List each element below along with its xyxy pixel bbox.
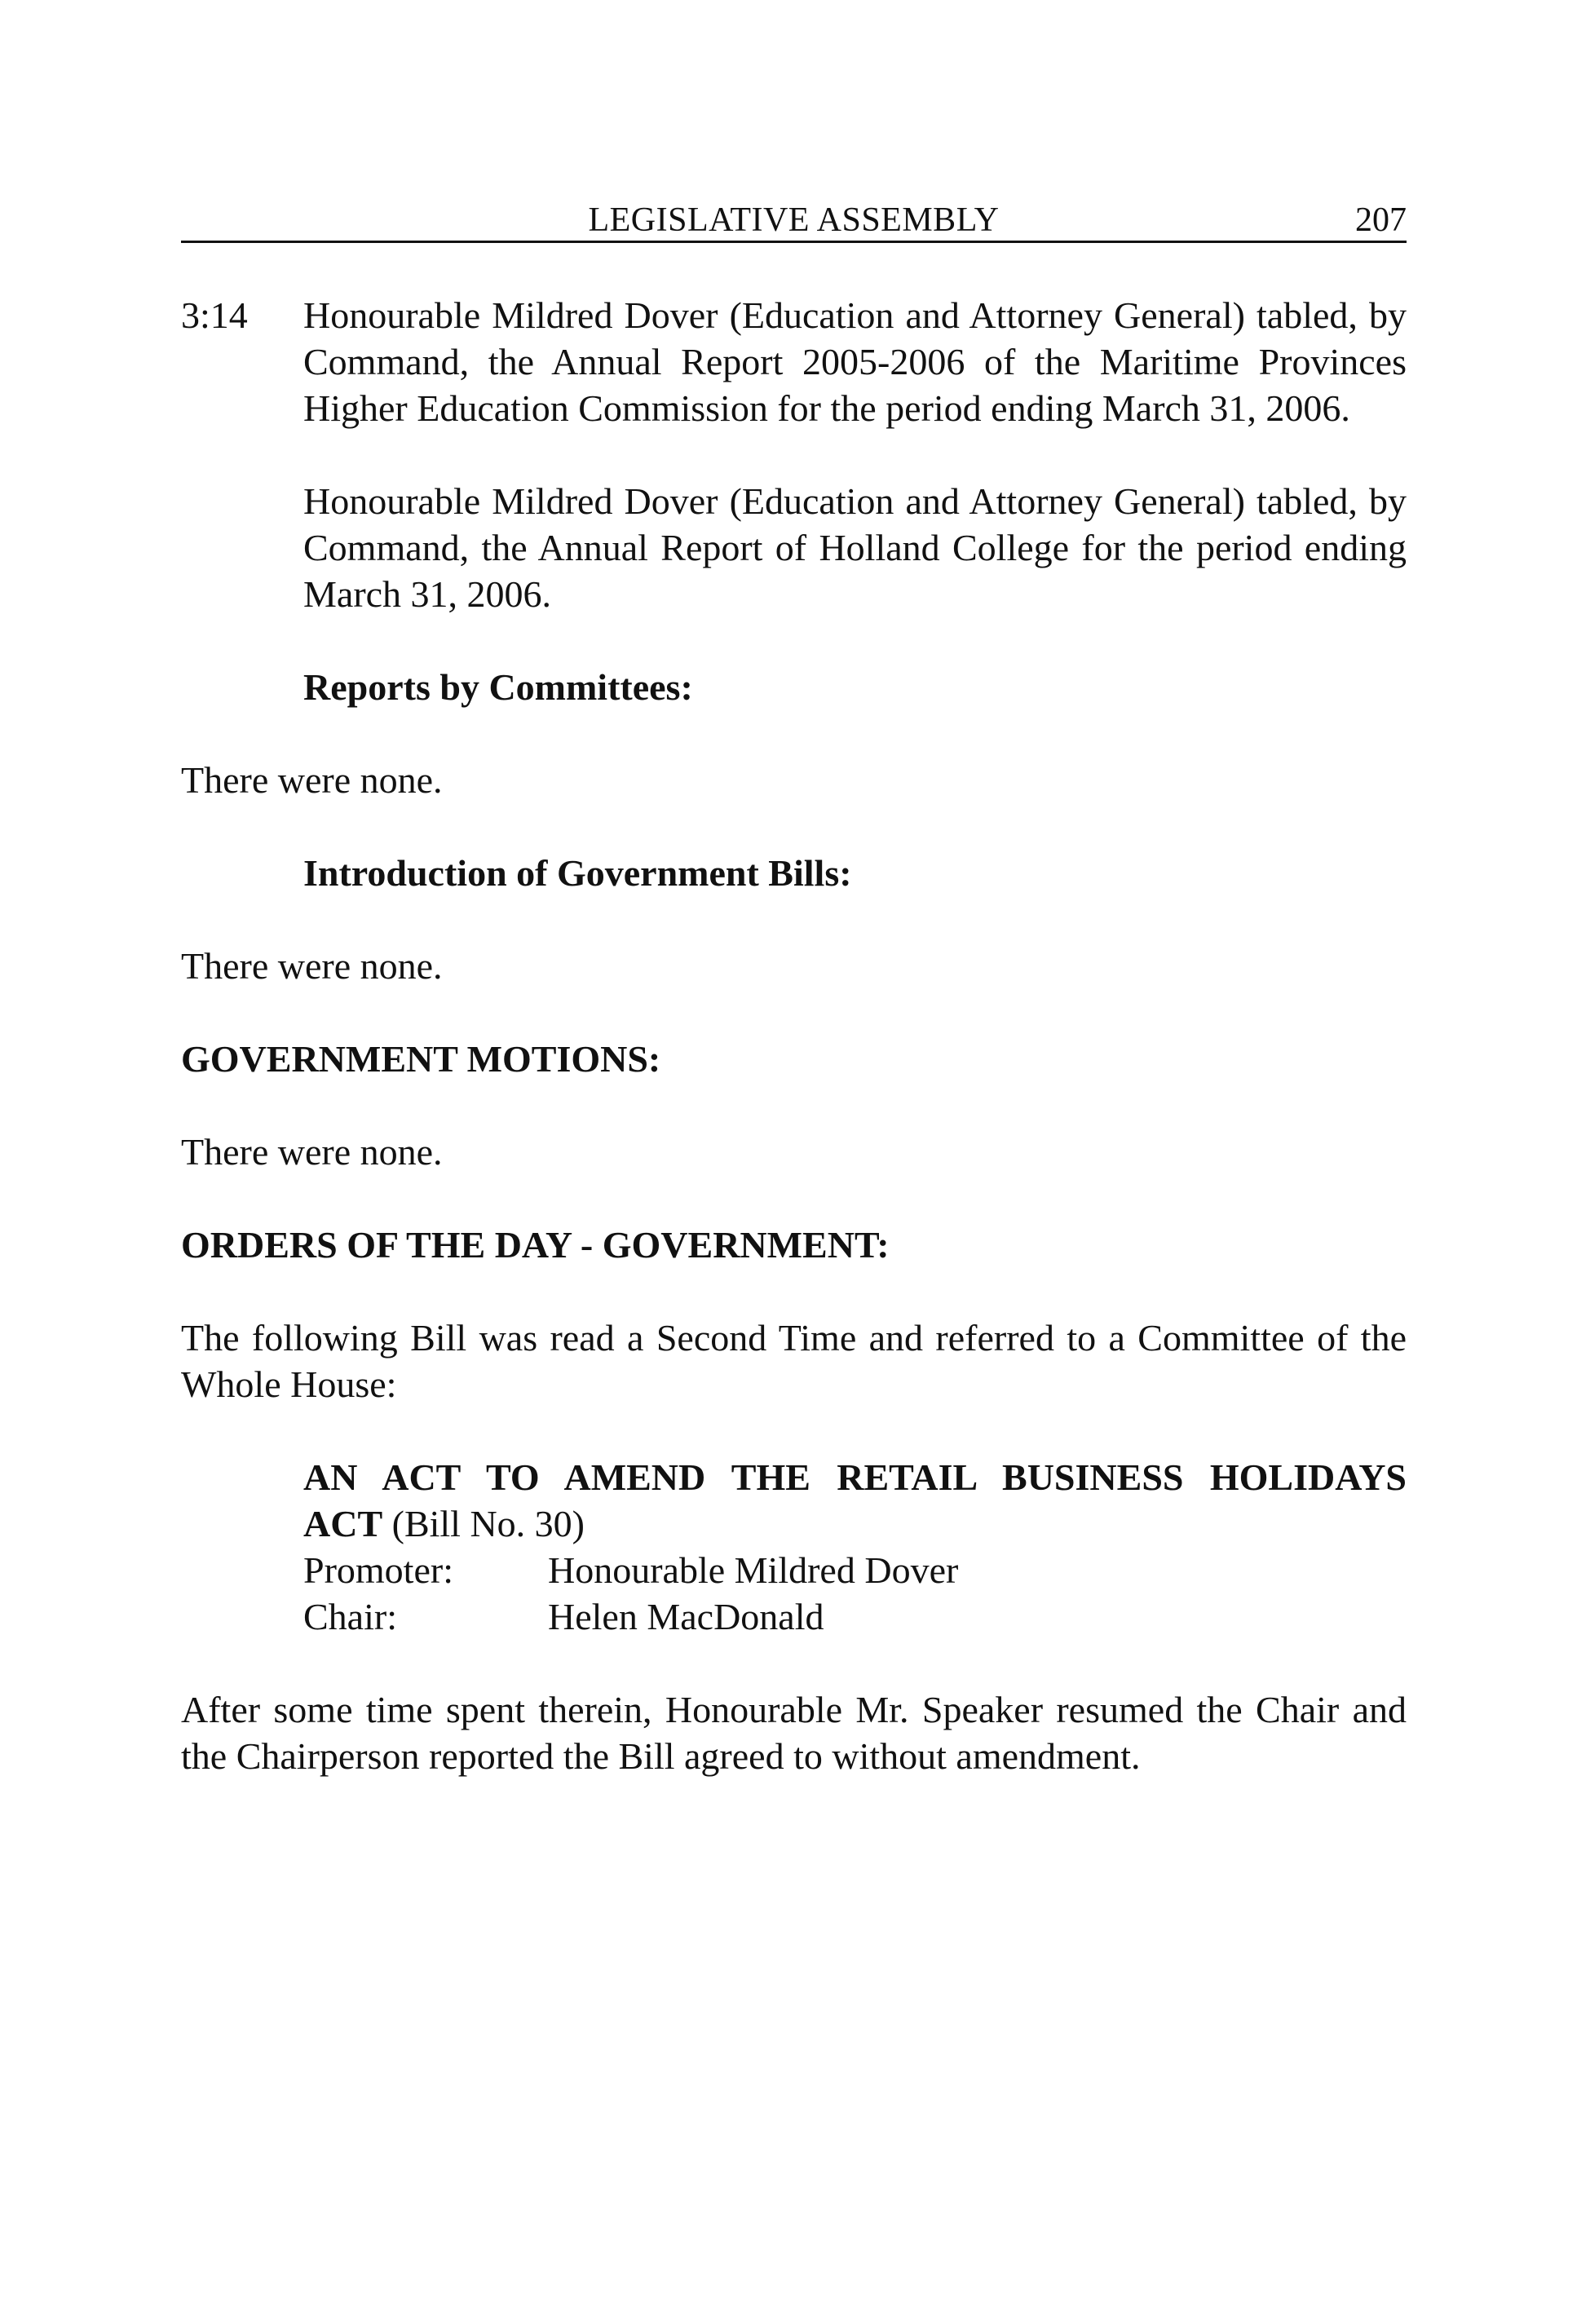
government-motions-heading: GOVERNMENT MOTIONS: <box>181 1038 661 1080</box>
orders-of-the-day-intro: The following Bill was read a Second Time and referred to a Committee of the Whole House: <box>181 1317 1407 1405</box>
tabling-entry-1 <box>181 292 1407 431</box>
promoter-label: Promoter: <box>303 1549 453 1591</box>
reports-by-committees-heading: Reports by Committees: <box>303 666 693 708</box>
bill-title-continuation <box>303 1500 1407 1547</box>
bill-block <box>303 1454 1407 1640</box>
reports-by-committees-text: There were none. <box>181 759 443 801</box>
entry-text: Honourable Mildred Dover (Education and Attorney General) tabled, by Command, the Annual Report 2005-2006 of the Maritime Provinces Higher Education Commission for the period ending March 31, 2006. <box>303 294 1407 429</box>
page-content <box>181 292 1407 1826</box>
promoter-row <box>303 1547 1407 1593</box>
introduction-of-government-bills-text: There were none. <box>181 945 443 987</box>
header-title: LEGISLATIVE ASSEMBLY <box>588 201 1000 239</box>
page-header <box>181 196 1407 243</box>
government-motions-text: There were none. <box>181 1131 443 1173</box>
entry-time: 3:14 <box>181 294 248 336</box>
bill-title: AN ACT TO AMEND THE RETAIL BUSINESS HOLIDAYS <box>303 1456 1407 1498</box>
tabling-entry-2 <box>181 478 1407 617</box>
orders-of-the-day-heading: ORDERS OF THE DAY - GOVERNMENT: <box>181 1224 890 1266</box>
bill-title-end: ACT <box>303 1503 383 1544</box>
chair-label: Chair: <box>303 1596 397 1637</box>
chair-row <box>303 1593 1407 1640</box>
entry-text: Honourable Mildred Dover (Education and Attorney General) tabled, by Command, the Annual Report of Holland College for the period ending March 31, 2006. <box>303 480 1407 615</box>
promoter-value: Honourable Mildred Dover <box>548 1549 959 1591</box>
page-number: 207 <box>1355 201 1407 239</box>
bill-outcome: After some time spent therein, Honourable Mr. Speaker resumed the Chair and the Chairperson reported the Bill agreed to without amendment. <box>181 1689 1407 1777</box>
bill-number: (Bill No. 30) <box>382 1503 585 1544</box>
chair-value: Helen MacDonald <box>548 1596 824 1637</box>
introduction-of-government-bills-heading: Introduction of Government Bills: <box>303 852 852 894</box>
